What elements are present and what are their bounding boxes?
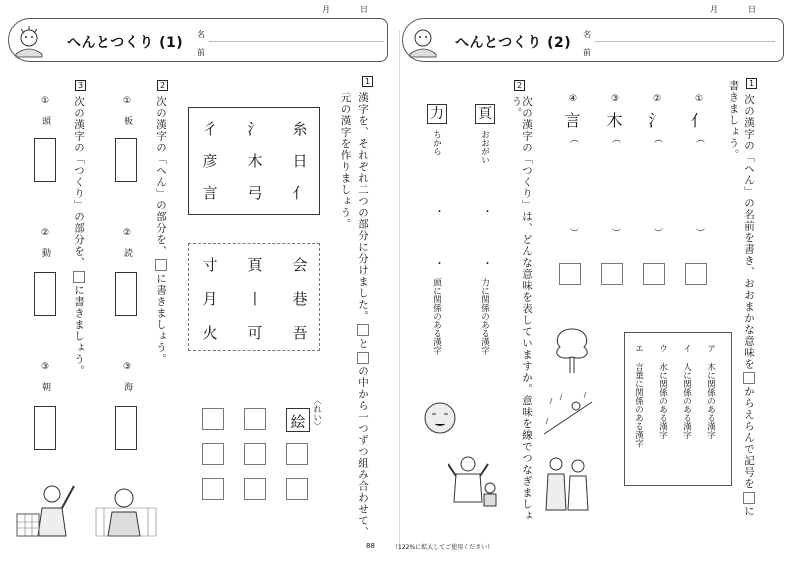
right-worksheet-page [402,0,800,565]
meaning-head: 頭に関係のある漢字 [431,278,442,355]
q3-instruction: 次の漢字の「つくり」の部分を、に書きましょう。 [73,96,85,377]
worksheet-header [402,18,784,62]
match-dot[interactable]: ・ [480,258,491,268]
part-char: 丨 [247,290,263,308]
name-label-1: 名 [583,30,591,39]
match-dot[interactable]: ・ [480,206,491,216]
q3-answer-box-1[interactable] [34,138,56,182]
part-char: 火 [202,324,218,342]
r-q1-item-radical: 言 [562,112,581,128]
r-q1-item-num: ③ [610,94,620,104]
name-line [209,41,384,42]
answer-box[interactable] [244,478,266,500]
answer-box[interactable] [286,443,308,465]
answer-box-marker [155,259,167,271]
r-q1-number: 1 [746,78,757,89]
r-q1-item-num: ② [652,94,662,104]
reading-oogai: おおがい [479,130,490,164]
r-q1-instruction-line1: 次の漢字の「へん」の名前を書き、おおまかな意味をからえらんで記号をに [743,94,755,517]
q1-instruction-line2: 元の漢字を作りましょう。 [339,92,352,230]
name-label-2: 前 [583,48,591,57]
r-q1-answer-box-4[interactable] [559,263,581,285]
q2-item-3: ③ 海 [122,362,132,391]
r-q1-answer-box-3[interactable] [601,263,623,285]
part-char: 木 [247,152,263,170]
answer-box[interactable] [202,408,224,430]
month-label: 月 [322,5,330,14]
worksheet-header [8,18,388,62]
paren-open: （ [652,134,662,143]
balloon-head-illustration-icon [420,400,460,440]
part-char: 可 [247,324,263,342]
answer-box-marker [357,324,369,336]
answer-box[interactable] [286,478,308,500]
q2-answer-box-2[interactable] [115,272,137,316]
example-label: 〈れい〉 [311,396,322,430]
answer-box[interactable] [202,443,224,465]
part-char: 頁 [247,256,263,274]
paren-open: （ [694,134,704,143]
page-title: へんとつくり (1) [67,35,184,51]
r-q1-answer-box-1[interactable] [685,263,707,285]
q2-item-1: ① 板 [122,96,132,125]
match-dot[interactable]: ・ [432,206,443,216]
day-label: 日 [748,5,756,14]
strong-child-illustration-icon [448,452,500,508]
q3-answer-box-2[interactable] [34,272,56,316]
left-worksheet-page [0,0,398,565]
paren-open: （ [610,134,620,143]
choice-i: イ 人に関係のある漢字 [681,344,692,439]
answer-box-marker [73,271,85,283]
name-line [595,41,775,42]
part-char: 彦 [202,152,218,170]
answer-box-marker [357,352,369,364]
r-q1-item-radical: 木 [604,112,623,128]
q3-item-2: ② 動 [40,228,50,257]
tree-illustration-icon [550,325,594,375]
name-label-2: 前 [197,48,205,57]
q3-item-1: ① 頭 [40,96,50,125]
date-bar [402,4,800,18]
answer-box[interactable] [202,478,224,500]
q2-answer-box-3[interactable] [115,406,137,450]
children-illustration-icon [12,478,162,538]
part-char: 糸 [292,120,308,138]
q2-item-2: ② 読 [122,228,132,257]
r-q1-item-radical: 氵 [646,112,665,128]
answer-box-marker [743,372,755,384]
q3-number: 3 [75,80,86,91]
two-people-illustration-icon [542,452,592,512]
choice-u: ウ 水に関係のある漢字 [657,344,668,439]
paren-close: ） [610,228,620,237]
r-q1-item-num: ① [694,94,704,104]
choice-a: ア 木に関係のある漢字 [705,344,716,439]
paren-close: ） [652,228,662,237]
q1-instruction-line1: 漢字を、それぞれ二つの部分に分けました。との中から一つずつ組み合わせて、 [357,92,369,538]
paren-open: （ [568,134,578,143]
r-q2-number: 2 [514,80,525,91]
part-char: 弓 [247,184,263,202]
day-label: 日 [360,5,368,14]
answer-box[interactable] [244,443,266,465]
print-note: （122%に拡大してご使用ください） [392,544,494,551]
page-number: 88 [366,542,375,550]
part-char: 日 [292,152,308,170]
match-dot[interactable]: ・ [432,258,443,268]
part-char: 寸 [202,256,218,274]
page-gutter [399,30,400,550]
date-bar [0,4,398,18]
meaning-power: 力に関係のある漢字 [479,278,490,355]
answer-box[interactable] [244,408,266,430]
month-label: 月 [710,5,718,14]
r-q2-instruction: 次の漢字の「つくり」は、どんな意味を表していますか。意味を線でつなぎましょう。 [510,96,533,522]
part-char: 彳 [202,120,218,138]
r-q1-answer-box-2[interactable] [643,263,665,285]
page-title: へんとつくり (2) [455,35,572,51]
part-char: 言 [202,184,218,202]
part-char: 巷 [292,290,308,308]
name-label-1: 名 [197,30,205,39]
r-q1-item-radical: 亻 [688,112,707,128]
q2-number: 2 [157,80,168,91]
part-char: 月 [202,290,218,308]
q2-instruction: 次の漢字の「へん」の部分を、に書きましょう。 [155,96,167,365]
part-char: 会 [292,256,308,274]
part-char: 氵 [247,120,263,138]
r-q1-instruction-line2: 書きましょう。 [727,80,740,161]
reading-chikara: ちから [431,130,442,156]
child-reading-emblem-icon [406,24,440,58]
q2-answer-box-1[interactable] [115,138,137,182]
q3-answer-box-3[interactable] [34,406,56,450]
paren-close: ） [568,228,578,237]
child-reading-emblem-icon [12,24,46,58]
rain-slope-illustration-icon [542,388,598,438]
part-char: 亻 [292,184,308,202]
part-char: 吾 [292,324,308,342]
q3-item-3: ③ 朝 [40,362,50,391]
choice-e: エ 言葉に関係のある漢字 [633,344,644,448]
kanji-box-oogai: 頁 [475,104,495,124]
answer-box-marker [743,492,755,504]
kanji-box-chikara: 力 [427,104,447,124]
example-char: 絵 [290,413,306,431]
paren-close: ） [694,228,704,237]
r-q1-item-num: ④ [568,94,578,104]
q1-number: 1 [362,76,373,87]
